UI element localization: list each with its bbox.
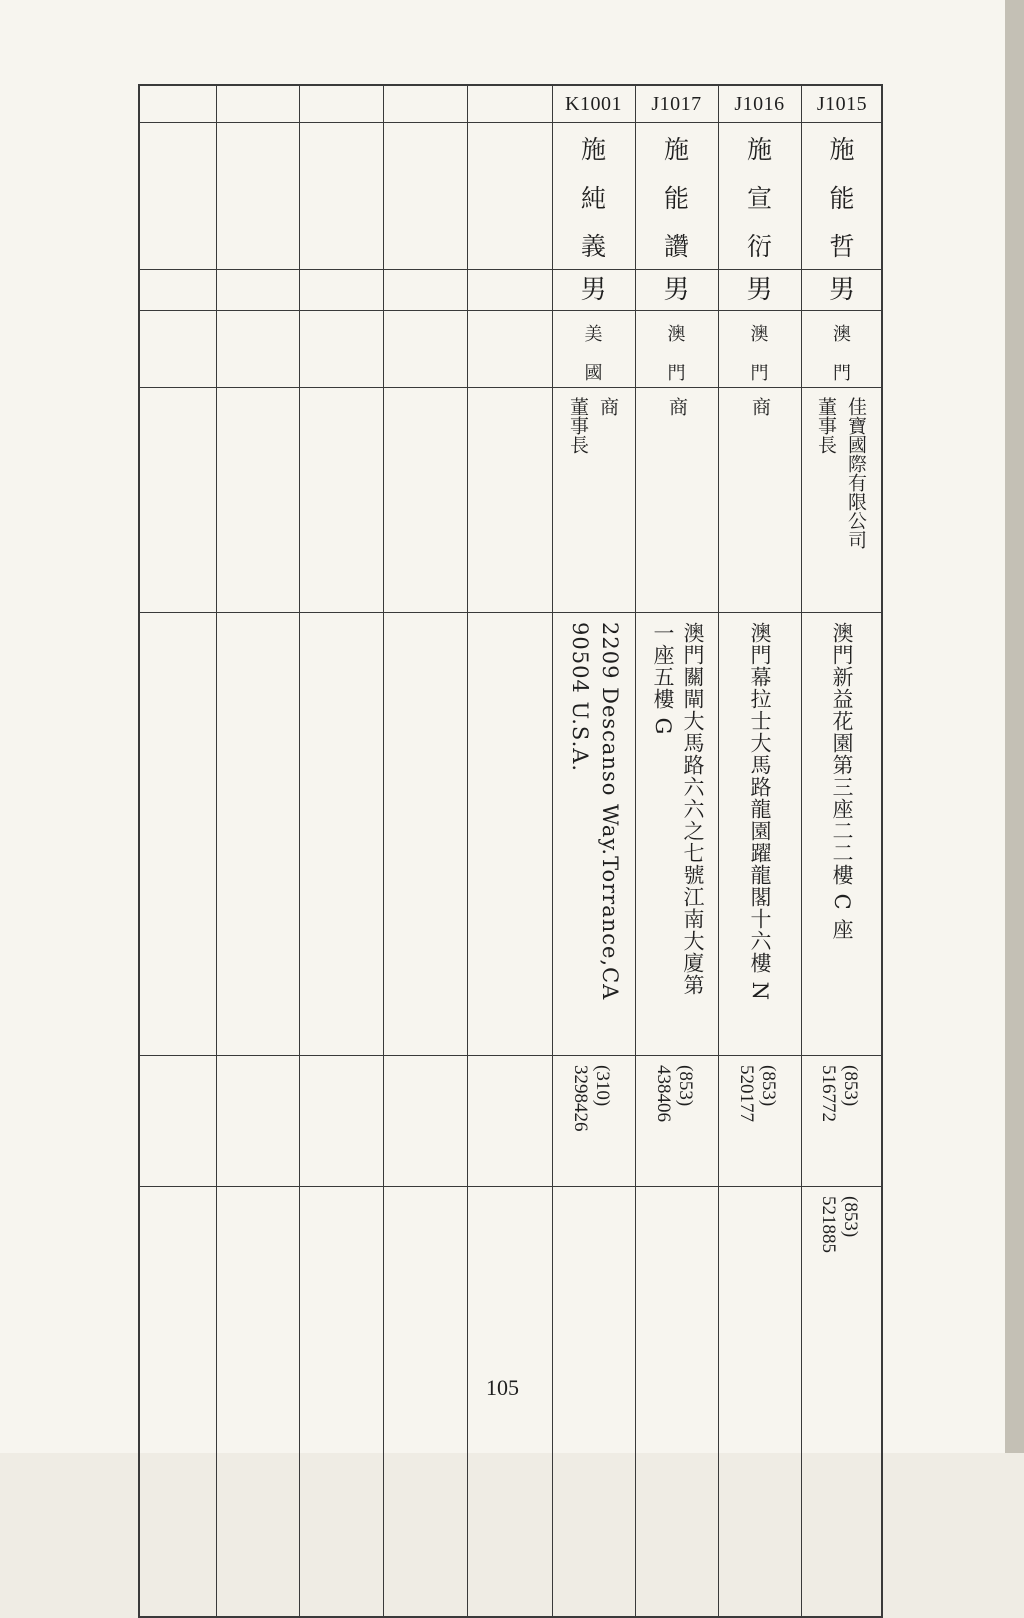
member-gender: 男 [746, 275, 773, 305]
member-gender: 男 [828, 275, 855, 305]
name-char: 施 [829, 135, 855, 164]
member-occupation [635, 389, 718, 612]
name-char: 宣 [746, 183, 772, 213]
occupation-line: 商 [666, 397, 688, 416]
table-rule [138, 1186, 883, 1187]
member-address [635, 614, 718, 1055]
occupation-line: 商 [749, 397, 771, 416]
member-address [801, 614, 883, 1055]
name-char: 施 [663, 135, 689, 164]
nationality-char: 門 [750, 363, 769, 384]
nationality-char: 澳 [667, 324, 686, 345]
nationality-char: 門 [667, 363, 686, 384]
member-code: J1017 [651, 93, 702, 115]
name-char: 衍 [746, 232, 772, 261]
member-phone [635, 1057, 718, 1186]
member-name [801, 124, 883, 269]
name-char: 哲 [829, 232, 855, 261]
member-occupation [552, 389, 635, 612]
fax-line: (853) [840, 1196, 861, 1238]
nationality-char: 澳 [750, 324, 769, 345]
binding-gutter [1005, 0, 1024, 1453]
table-rule [138, 122, 883, 123]
member-occupation [718, 389, 801, 612]
fax-line: 521885 [818, 1196, 839, 1253]
member-address [552, 614, 635, 1055]
table-rule [138, 387, 883, 388]
address-line: 2209 Descanso Way.Torrance,CA [598, 622, 622, 1001]
address-line: 澳門幕拉士大馬路龍園躍龍閣十六樓 N [748, 622, 772, 1002]
member-address [718, 614, 801, 1055]
name-char: 義 [580, 232, 606, 261]
member-gender: 男 [663, 275, 690, 305]
occupation-line: 佳寶國際有限公司 [845, 397, 867, 549]
name-char: 讚 [663, 232, 689, 261]
table-rule [138, 612, 883, 613]
member-phone [552, 1057, 635, 1186]
occupation-line: 商 [597, 397, 619, 416]
occupation-line: 董事長 [815, 397, 837, 454]
member-fax [801, 1188, 883, 1616]
name-char: 施 [580, 135, 606, 164]
nationality-char: 澳 [833, 324, 851, 345]
member-phone [718, 1057, 801, 1186]
member-occupation [801, 389, 883, 612]
address-line: 90504 U.S.A. [568, 622, 592, 773]
phone-line: (853) [758, 1065, 779, 1107]
phone-line: 516772 [818, 1065, 839, 1122]
phone-line: (310) [592, 1065, 613, 1107]
phone-line: (853) [675, 1065, 696, 1107]
address-line: 一座五樓 G [651, 622, 675, 736]
member-code: K1001 [565, 93, 622, 115]
phone-line: 438406 [653, 1065, 674, 1122]
member-nationality [552, 312, 635, 387]
member-nationality [718, 312, 801, 387]
member-name [718, 124, 801, 269]
nationality-char: 美 [584, 324, 603, 345]
member-code: J1016 [734, 93, 785, 115]
occupation-line: 董事長 [567, 397, 589, 454]
name-char: 純 [580, 183, 606, 213]
table-rule [138, 1055, 883, 1056]
member-nationality [635, 312, 718, 387]
nationality-char: 國 [584, 363, 603, 384]
nationality-char: 門 [833, 363, 851, 384]
phone-line: 520177 [736, 1065, 757, 1122]
member-name [552, 124, 635, 269]
member-gender: 男 [580, 275, 607, 305]
member-nationality [801, 312, 883, 387]
page-number: 105 [486, 1375, 519, 1400]
member-name [635, 124, 718, 269]
name-char: 施 [746, 135, 772, 164]
name-char: 能 [663, 183, 689, 213]
address-line: 澳門關閘大馬路六六之七號江南大廈第 [681, 622, 705, 996]
member-code: J1015 [816, 93, 868, 115]
table-rule [138, 310, 883, 311]
member-phone [801, 1057, 883, 1186]
name-char: 能 [829, 183, 855, 213]
phone-line: (853) [840, 1065, 861, 1107]
table-rule [138, 269, 883, 270]
phone-line: 3298426 [570, 1065, 591, 1132]
address-line: 澳門新益花園第三座二二樓 C 座 [830, 622, 854, 941]
